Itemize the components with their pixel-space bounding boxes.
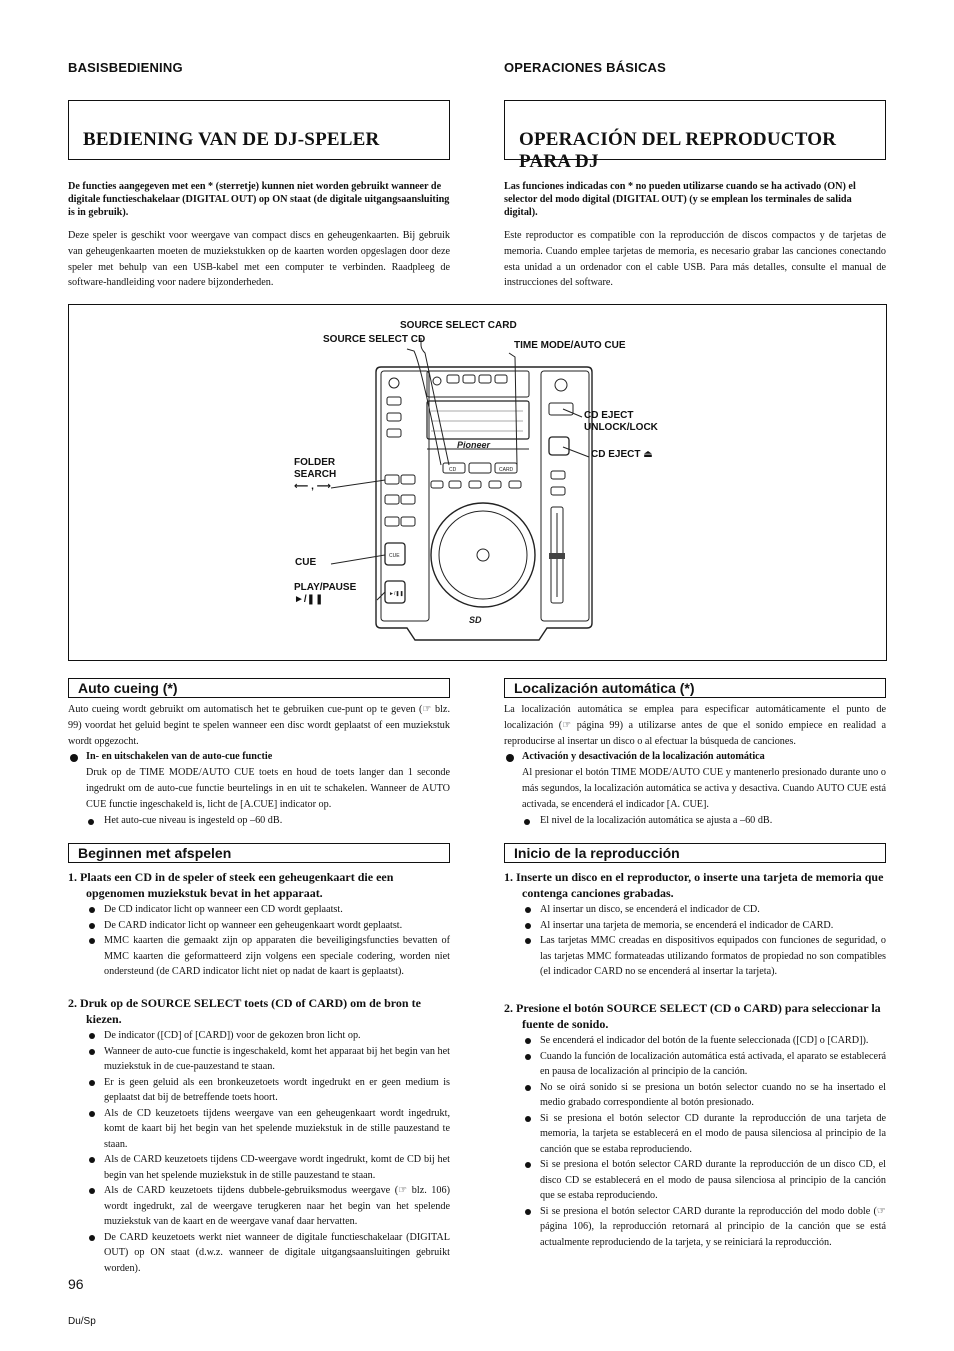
arrow-icon: ⟵ , ⟶ — [294, 481, 332, 492]
page-title-sp: OPERACIÓN DEL REPRODUCTOR PARA DJ — [519, 129, 837, 172]
bullet-dot — [89, 1157, 95, 1163]
bullet-item: Cuando la función de localización automática está activada, el aparato se establecerá en pausa de localización al principio de la canción. — [522, 1049, 886, 1080]
page-number: 96 — [68, 1276, 84, 1292]
bullet-dot — [525, 1038, 531, 1044]
intro-note-sp: Las funciones indicadas con * no pueden utilizarse cuando se ha activado (ON) el selector del modo digital (DIGITAL OUT) (y se emplean los terminales de salida digital). — [504, 181, 856, 218]
bullet-dot — [89, 938, 95, 944]
label-cd-eject: CD EJECT ⏏ — [591, 449, 653, 460]
bullet-dot — [525, 1209, 531, 1215]
bullet-item: De CARD indicator licht op wanneer een geheugenkaart wordt geplaatst. — [86, 918, 450, 934]
play-pause-icon: ►/❚❚ — [294, 594, 324, 605]
subhead-autocue-sp: Localización automática (*) — [504, 678, 886, 698]
device-btn-play: ►/❚❚ — [389, 591, 404, 597]
footer-lang: Du/Sp — [68, 1316, 96, 1327]
autocue-sub-du: Het auto-cue niveau is ingesteld op –60 dB. — [104, 815, 283, 826]
bullet-dot — [525, 1054, 531, 1060]
device-brand: Pioneer — [457, 440, 491, 450]
bullet-item: Als de CARD keuzetoets tijdens CD-weergave wordt ingedrukt, komt de CD bij het begin van het spelende muziekstuk in de stille pauzestand te staan. — [86, 1152, 450, 1183]
intro-body-du: Deze speler is geschikt voor weergave van compact discs en geheugenkaarten. Bij gebruik van geheugenkaarten moeten de muziekstukken op de kaarten worden opgeslagen door deze speler met behulp van een USB-kabel met een computer te verbinden. Raadpleeg de software-handleiding voor nadere bijzonderheden. — [68, 230, 450, 289]
label-source-select-card: SOURCE SELECT CARD — [400, 320, 517, 331]
device-btn-cue: CUE — [389, 553, 400, 559]
bullet-item: Si se presiona el botón selector CD durante la reproducción de una tarjeta de memoria, la tarjeta se establecerá en el modo de pausa silenciosa al principio de la canción que se estaba reproduciendo. — [522, 1111, 886, 1158]
title-box-du — [68, 100, 450, 160]
autocue-bullet-title-du: In- en uitschakelen van de auto-cue functie — [86, 751, 273, 762]
bullet-item: Si se presiona el botón selector CARD durante la reproducción del modo doble (☞ página 106), la reproducción retornará al principio de la canción que se está actualmente reproduciendo de la tarjeta, y se reiniciará la reproducción. — [522, 1204, 886, 1251]
bullet-dot — [89, 907, 95, 913]
bullet-item: Als de CARD keuzetoets tijdens dubbele-gebruiksmodus weergave (☞ blz. 106) wordt ingedrukt, zal de weergave terugkeren naar het begin van het spelende muziekstuk van de kaart en de weergave vanaf daar hervatten. — [86, 1183, 450, 1230]
device-illustration — [69, 305, 886, 660]
autocue-bullet-title-sp: Activación y desactivación de la localización automática — [522, 751, 765, 762]
bullet-dot — [506, 754, 514, 762]
label-source-select-cd: SOURCE SELECT CD — [323, 334, 426, 345]
bullet-dot — [89, 923, 95, 929]
intro-note-du: De functies aangegeven met een * (sterretje) kunnen niet worden gebruikt wanneer de digitale functieschakelaar (DIGITAL OUT) op ON staat (de digitale uitgangsaansluiting is in gebruik). — [68, 181, 450, 218]
step1-du: 1. Plaats een CD in de speler of steek een geheugenkaart die een opgenomen muziekstuk bevat in het apparaat. — [68, 870, 394, 900]
subhead-play-sp: Inicio de la reproducción — [504, 843, 886, 863]
bullet-item: Wanneer de auto-cue functie is ingeschakeld, komt het apparaat bij het begin van het muziekstuk in de cue-pauzestand te staan. — [86, 1044, 450, 1075]
step1-bullets-sp — [522, 902, 886, 980]
bullet-dot — [89, 1235, 95, 1241]
bullet-item: MMC kaarten die gemaakt zijn op apparaten die beveiligingsfuncties bevatten of MMC kaarten die geformatteerd zijn volgens een speciale codering, worden niet ondersteund (de CARD indicator licht niet op nadat de kaart is geplaatst). — [86, 933, 450, 980]
title-box-sp — [504, 100, 886, 172]
page-title-du: BEDIENING VAN DE DJ-SPELER — [83, 129, 380, 150]
autocue-sub-sp: El nivel de la localización automática se ajusta a –60 dB. — [540, 815, 773, 826]
bullet-item: De CARD keuzetoets werkt niet wanneer de digitale functieschakelaar (DIGITAL OUT) op ON staat (d.w.z. wanneer de digitale uitgangsaansluitingen gebruikt worden). — [86, 1230, 450, 1277]
label-time-mode: TIME MODE/AUTO CUE — [514, 340, 626, 351]
device-sd-logo: SD — [469, 615, 482, 625]
device-btn-card: CARD — [499, 467, 514, 473]
bullet-item: Las tarjetas MMC creadas en dispositivos equipados con funciones de seguridad, o las tarjetas MMC formateadas utilizando formatos de propiedad no son compatibles (el indicador CARD no se encenderá al insertar la tarjeta). — [522, 933, 886, 980]
label-folder-search: FOLDER SEARCH ⟵ , ⟶ — [294, 457, 337, 492]
bullet-dot — [525, 1116, 531, 1122]
bullet-dot — [89, 1049, 95, 1055]
step1-sp: 1. Inserte un disco en el reproductor, o inserte una tarjeta de memoria que contenga canciones grabadas. — [504, 870, 884, 900]
bullet-item: De CD indicator licht op wanneer een CD wordt geplaatst. — [86, 902, 450, 918]
bullet-item: Als de CD keuzetoets tijdens weergave van een geheugenkaart wordt ingedrukt, komt de kaart bij het begin van het spelende muziekstuk in de stille pauzestand te staan. — [86, 1106, 450, 1153]
bullet-dot — [88, 819, 94, 825]
bullet-dot — [525, 938, 531, 944]
label-cue: CUE — [295, 557, 317, 568]
bullet-dot — [89, 1080, 95, 1086]
bullet-item: Al insertar una tarjeta de memoria, se encenderá el indicador de CARD. — [522, 918, 886, 934]
step2-sp: 2. Presione el botón SOURCE SELECT (CD o CARD) para seleccionar la fuente de sonido. — [504, 1001, 881, 1031]
autocue-bullet-body-sp: Al presionar el botón TIME MODE/AUTO CUE y mantenerlo presionado durante uno o más segundos, la localización automática se activa y desactiva. Cuando AUTO CUE está activada, se encenderá el indicador [A. CUE]. — [522, 767, 886, 810]
bullet-dot — [525, 923, 531, 929]
bullet-dot — [525, 907, 531, 913]
bullet-dot — [70, 754, 78, 762]
bullet-item: De indicator ([CD] of [CARD]) voor de gekozen bron licht op. — [86, 1028, 450, 1044]
bullet-dot — [525, 1085, 531, 1091]
bullet-dot — [525, 1162, 531, 1168]
intro-body-sp: Este reproductor es compatible con la reproducción de discos compactos y de tarjetas de memoria. Cuando emplee tarjetas de memoria, es necesario grabar las canciones conectando esta unidad a un ordenador con el cable USB. Para más detalles, consulte el manual de instrucciones del software. — [504, 230, 886, 289]
device-btn-cd: CD — [449, 467, 457, 473]
bullet-dot — [524, 819, 530, 825]
label-play-pause: PLAY/PAUSE ►/❚❚ — [294, 582, 357, 605]
bullet-item: Er is geen geluid als een bronkeuzetoets wordt ingedrukt en er geen medium is geplaatst dat bij de betreffende toets hoort. — [86, 1075, 450, 1106]
bullet-item: Si se presiona el botón selector CARD durante la reproducción de un disco CD, el disco CD se establecerá en el modo de pausa silenciosa al principio de la canción que se estaba reproduciendo. — [522, 1157, 886, 1204]
autocue-body-du: Auto cueing wordt gebruikt om automatisch het te gebruiken cue-punt op te geven (☞ blz. 99) voordat het geluid begint te spelen wanneer een disc wordt geplaatst of een muziekstuk wordt opgezocht. — [68, 704, 450, 747]
label-cd-eject-unlock: CD EJECT UNLOCK/LOCK — [584, 410, 658, 433]
step1-bullets-du — [86, 902, 450, 980]
step2-bullets-du — [86, 1028, 450, 1276]
device-figure — [68, 304, 887, 661]
section-label-sp: OPERACIONES BÁSICAS — [504, 60, 666, 75]
bullet-item: No se oirá sonido si se presiona un botón selector cuando no se ha insertado el medio grabado correspondiente al botón presionado. — [522, 1080, 886, 1111]
autocue-body-sp: La localización automática se emplea para especificar automáticamente el punto de localización (☞ página 99) a utilizarse antes de que el sonido empiece en realidad a reproducirse al insertar un disco o al efectuar la búsqueda de canciones. — [504, 704, 886, 747]
bullet-dot — [89, 1188, 95, 1194]
bullet-item: Al insertar un disco, se encenderá el indicador de CD. — [522, 902, 886, 918]
subhead-play-du: Beginnen met afspelen — [68, 843, 450, 863]
autocue-bullet-body-du: Druk op de TIME MODE/AUTO CUE toets en houd de toets langer dan 1 seconde ingedrukt om de auto-cue functie beurtelings in en uit te schakelen. Wanneer de AUTO CUE functie ingeschakeld is, licht de [A.CUE] indicator op. — [86, 767, 450, 810]
section-label-du: BASISBEDIENING — [68, 60, 183, 75]
step2-bullets-sp — [522, 1033, 886, 1250]
step2-du: 2. Druk op de SOURCE SELECT toets (CD of CARD) om de bron te kiezen. — [68, 996, 421, 1026]
subhead-autocue-du: Auto cueing (*) — [68, 678, 450, 698]
bullet-dot — [89, 1111, 95, 1117]
bullet-item: Se encenderá el indicador del botón de la fuente seleccionada ([CD] o [CARD]). — [522, 1033, 886, 1049]
bullet-dot — [89, 1033, 95, 1039]
